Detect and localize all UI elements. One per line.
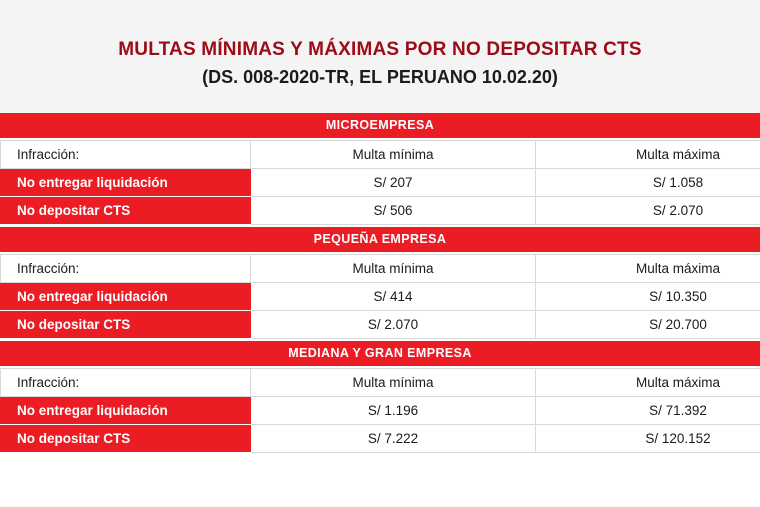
section-microempresa [0,113,760,225]
row-label: No depositar CTS [1,311,251,339]
column-header-multa-maxima: Multa máxima [536,141,760,169]
row-min-value: S/ 207 [251,169,536,197]
section-header: PEQUEÑA EMPRESA [0,225,760,254]
section-mediana-gran-empresa [0,339,760,453]
column-header-infraccion: Infracción: [1,369,251,397]
table-pequena-empresa [0,254,760,339]
row-label: No entregar liquidación [1,397,251,425]
row-label: No entregar liquidación [1,283,251,311]
column-header-multa-maxima: Multa máxima [536,369,760,397]
table-header-row [1,141,760,169]
tables-container [0,113,760,453]
table-microempresa [0,140,760,225]
column-header-multa-minima: Multa mínima [251,141,536,169]
table-mediana-gran-empresa [0,368,760,453]
table-row [1,311,760,339]
table-row [1,197,760,225]
bottom-margin [0,453,760,493]
table-header-row [1,369,760,397]
row-max-value: S/ 10.350 [536,283,760,311]
row-label: No depositar CTS [1,425,251,453]
table-row [1,397,760,425]
page-title: MULTAS MÍNIMAS Y MÁXIMAS POR NO DEPOSITAR CTS [118,38,642,60]
column-header-infraccion: Infracción: [1,255,251,283]
row-min-value: S/ 2.070 [251,311,536,339]
table-row [1,283,760,311]
row-label: No depositar CTS [1,197,251,225]
row-max-value: S/ 2.070 [536,197,760,225]
row-max-value: S/ 71.392 [536,397,760,425]
row-max-value: S/ 20.700 [536,311,760,339]
page-subtitle: (DS. 008-2020-TR, EL PERUANO 10.02.20) [202,67,558,88]
table-header-row [1,255,760,283]
column-header-infraccion: Infracción: [1,141,251,169]
column-header-multa-minima: Multa mínima [251,369,536,397]
row-min-value: S/ 414 [251,283,536,311]
title-band [0,0,760,113]
row-min-value: S/ 7.222 [251,425,536,453]
column-header-multa-maxima: Multa máxima [536,255,760,283]
row-min-value: S/ 506 [251,197,536,225]
table-row [1,169,760,197]
section-pequena-empresa [0,225,760,339]
row-max-value: S/ 120.152 [536,425,760,453]
table-row [1,425,760,453]
column-header-multa-minima: Multa mínima [251,255,536,283]
row-min-value: S/ 1.196 [251,397,536,425]
row-label: No entregar liquidación [1,169,251,197]
section-header: MICROEMPRESA [0,113,760,140]
section-header: MEDIANA Y GRAN EMPRESA [0,339,760,368]
row-max-value: S/ 1.058 [536,169,760,197]
